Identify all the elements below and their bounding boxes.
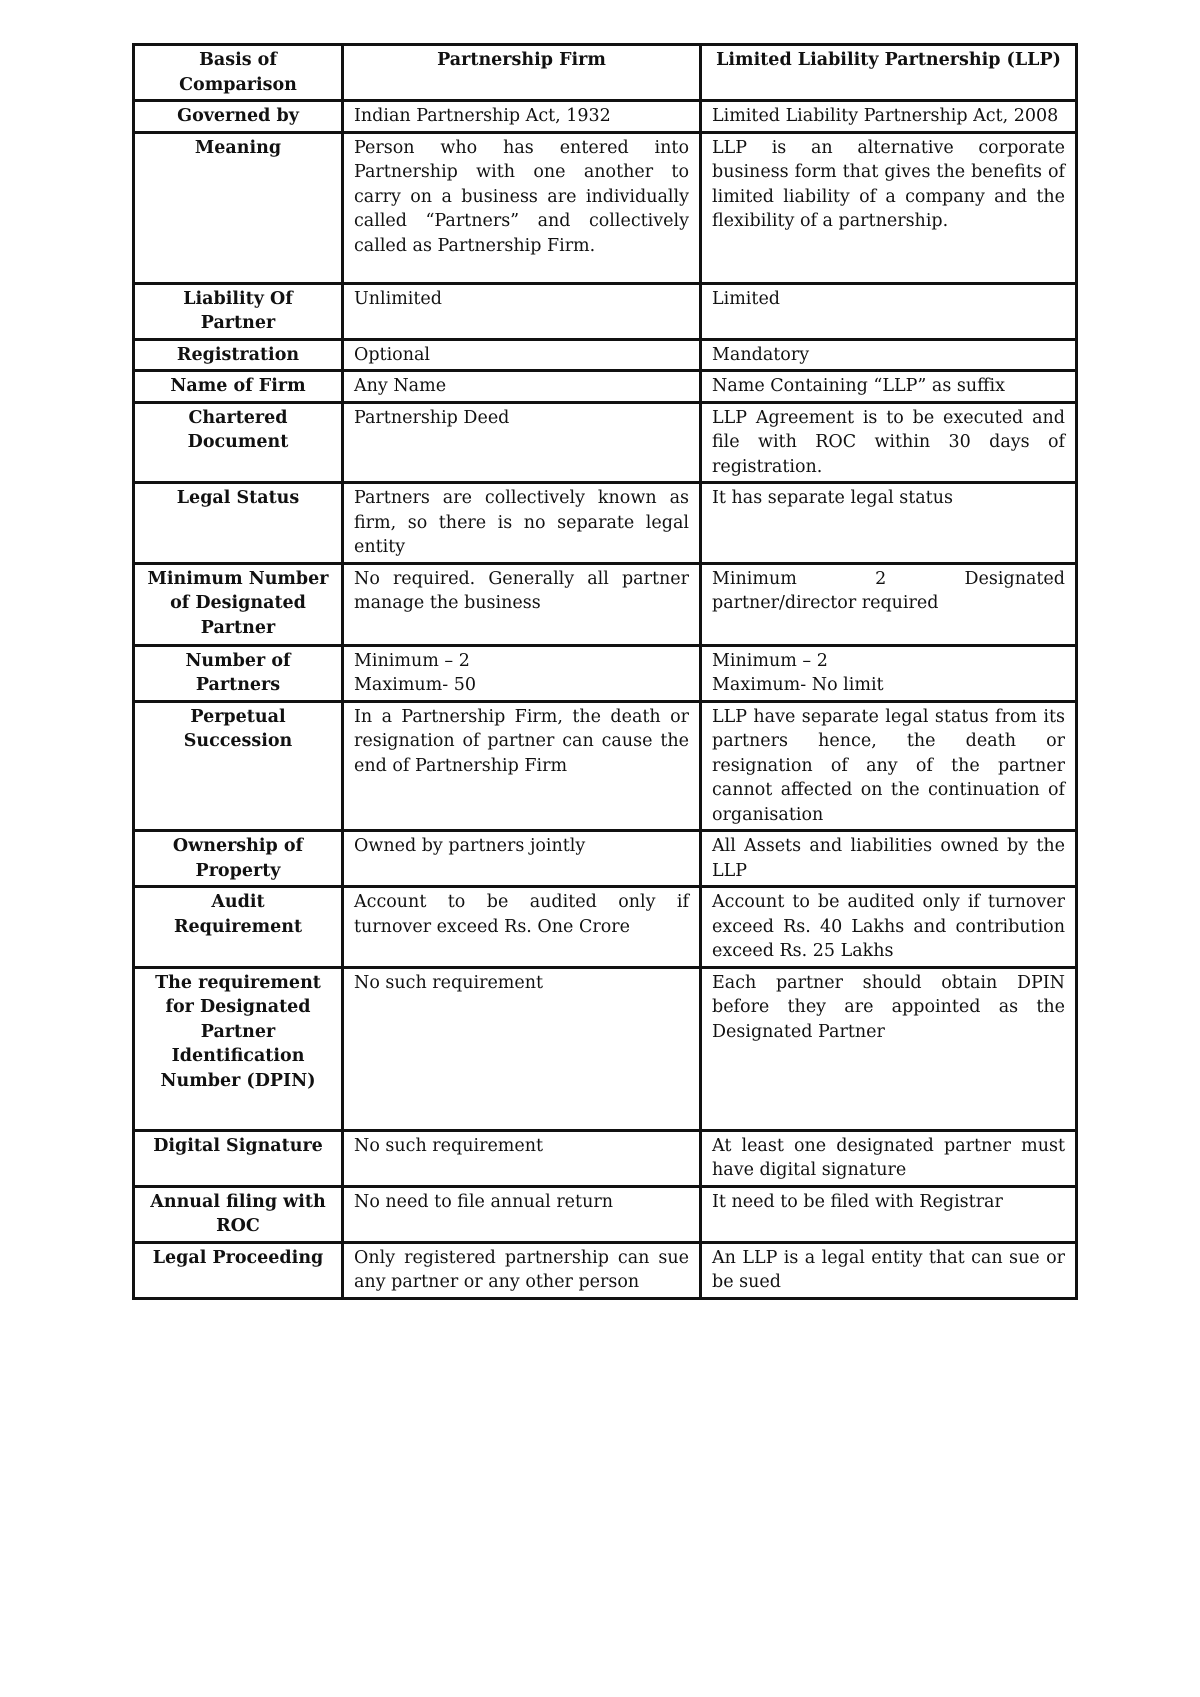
row-basis: Liability Of Partner (134, 283, 343, 339)
row-partnership-value: Optional (343, 339, 701, 371)
table-header-row (134, 45, 1077, 101)
row-basis: Number of Partners (134, 645, 343, 701)
row-partnership-value: Person who has entered into Partnership with one another to carry on a business are individually called “Partners” and collectively called as Partnership Firm. (343, 132, 701, 283)
llp-min-line: Minimum – 2 (712, 650, 828, 671)
row-basis: Chartered Document (134, 402, 343, 483)
row-partnership-value: No required. Generally all partner manage the business (343, 563, 701, 645)
comparison-table (132, 43, 1078, 1300)
table-row (134, 967, 1077, 1130)
row-partnership-value: Partners are collectively known as firm, so there is no separate legal entity (343, 483, 701, 564)
row-basis: Legal Proceeding (134, 1242, 343, 1298)
row-basis: Perpetual Succession (134, 701, 343, 831)
row-basis: Ownership of Property (134, 831, 343, 887)
row-llp-value (701, 645, 1077, 701)
row-basis: Meaning (134, 132, 343, 283)
row-basis: Annual filing with ROC (134, 1186, 343, 1242)
table-row (134, 371, 1077, 403)
row-partnership-value: No need to file annual return (343, 1186, 701, 1242)
table-row (134, 645, 1077, 701)
row-partnership-value: Account to be audited only if turnover exceed Rs. One Crore (343, 887, 701, 968)
row-llp-value: It has separate legal status (701, 483, 1077, 564)
row-llp-value: Account to be audited only if turnover exceed Rs. 40 Lakhs and contribution exceed Rs. 25 Lakhs (701, 887, 1077, 968)
row-llp-value: Minimum 2 Designated partner/director required (701, 563, 1077, 645)
row-basis: Digital Signature (134, 1130, 343, 1186)
row-partnership-value: Only registered partnership can sue any partner or any other person (343, 1242, 701, 1298)
table-row (134, 1242, 1077, 1298)
row-llp-value: Limited Liability Partnership Act, 2008 (701, 101, 1077, 133)
row-llp-value: LLP Agreement is to be executed and file with ROC within 30 days of registration. (701, 402, 1077, 483)
header-llp: Limited Liability Partnership (LLP) (701, 45, 1077, 101)
row-llp-value: All Assets and liabilities owned by the LLP (701, 831, 1077, 887)
table-row (134, 339, 1077, 371)
table-row (134, 831, 1077, 887)
llp-max-line: Maximum- No limit (712, 675, 884, 695)
row-partnership-value: Unlimited (343, 283, 701, 339)
row-partnership-value: Owned by partners jointly (343, 831, 701, 887)
table-row (134, 101, 1077, 133)
row-basis: Legal Status (134, 483, 343, 564)
row-llp-value: Limited (701, 283, 1077, 339)
row-partnership-value: Any Name (343, 371, 701, 403)
table-row (134, 283, 1077, 339)
row-partnership-value: In a Partnership Firm, the death or resignation of partner can cause the end of Partnership Firm (343, 701, 701, 831)
table-row (134, 1186, 1077, 1242)
table-row (134, 402, 1077, 483)
header-basis: Basis of Comparison (134, 45, 343, 101)
table-row (134, 132, 1077, 283)
row-llp-value: It need to be filed with Registrar (701, 1186, 1077, 1242)
row-llp-value: An LLP is a legal entity that can sue or be sued (701, 1242, 1077, 1298)
row-partnership-value: No such requirement (343, 1130, 701, 1186)
row-partnership-value: Partnership Deed (343, 402, 701, 483)
partnership-max-line: Maximum- 50 (354, 675, 477, 695)
row-llp-value: LLP have separate legal status from its partners hence, the death or resignation of any of the partner cannot affected on the continuation of organisation (701, 701, 1077, 831)
row-llp-value: Name Containing “LLP” as suffix (701, 371, 1077, 403)
row-basis: Governed by (134, 101, 343, 133)
header-partnership-firm: Partnership Firm (343, 45, 701, 101)
row-partnership-value: Indian Partnership Act, 1932 (343, 101, 701, 133)
row-llp-value: LLP is an alternative corporate business form that gives the benefits of limited liability of a company and the flexibility of a partnership. (701, 132, 1077, 283)
table-row (134, 887, 1077, 968)
row-basis: Registration (134, 339, 343, 371)
table-row (134, 563, 1077, 645)
row-partnership-value (343, 645, 701, 701)
row-llp-value: At least one designated partner must have digital signature (701, 1130, 1077, 1186)
row-basis: Audit Requirement (134, 887, 343, 968)
table-row (134, 1130, 1077, 1186)
row-basis: Name of Firm (134, 371, 343, 403)
row-llp-value: Mandatory (701, 339, 1077, 371)
row-llp-value: Each partner should obtain DPIN before they are appointed as the Designated Partner (701, 967, 1077, 1130)
row-basis: The requirement for Designated Partner Identification Number (DPIN) (134, 967, 343, 1130)
row-partnership-value: No such requirement (343, 967, 701, 1130)
row-basis: Minimum Number of Designated Partner (134, 563, 343, 645)
partnership-min-line: Minimum – 2 (354, 650, 470, 671)
table-row (134, 483, 1077, 564)
table-row (134, 701, 1077, 831)
